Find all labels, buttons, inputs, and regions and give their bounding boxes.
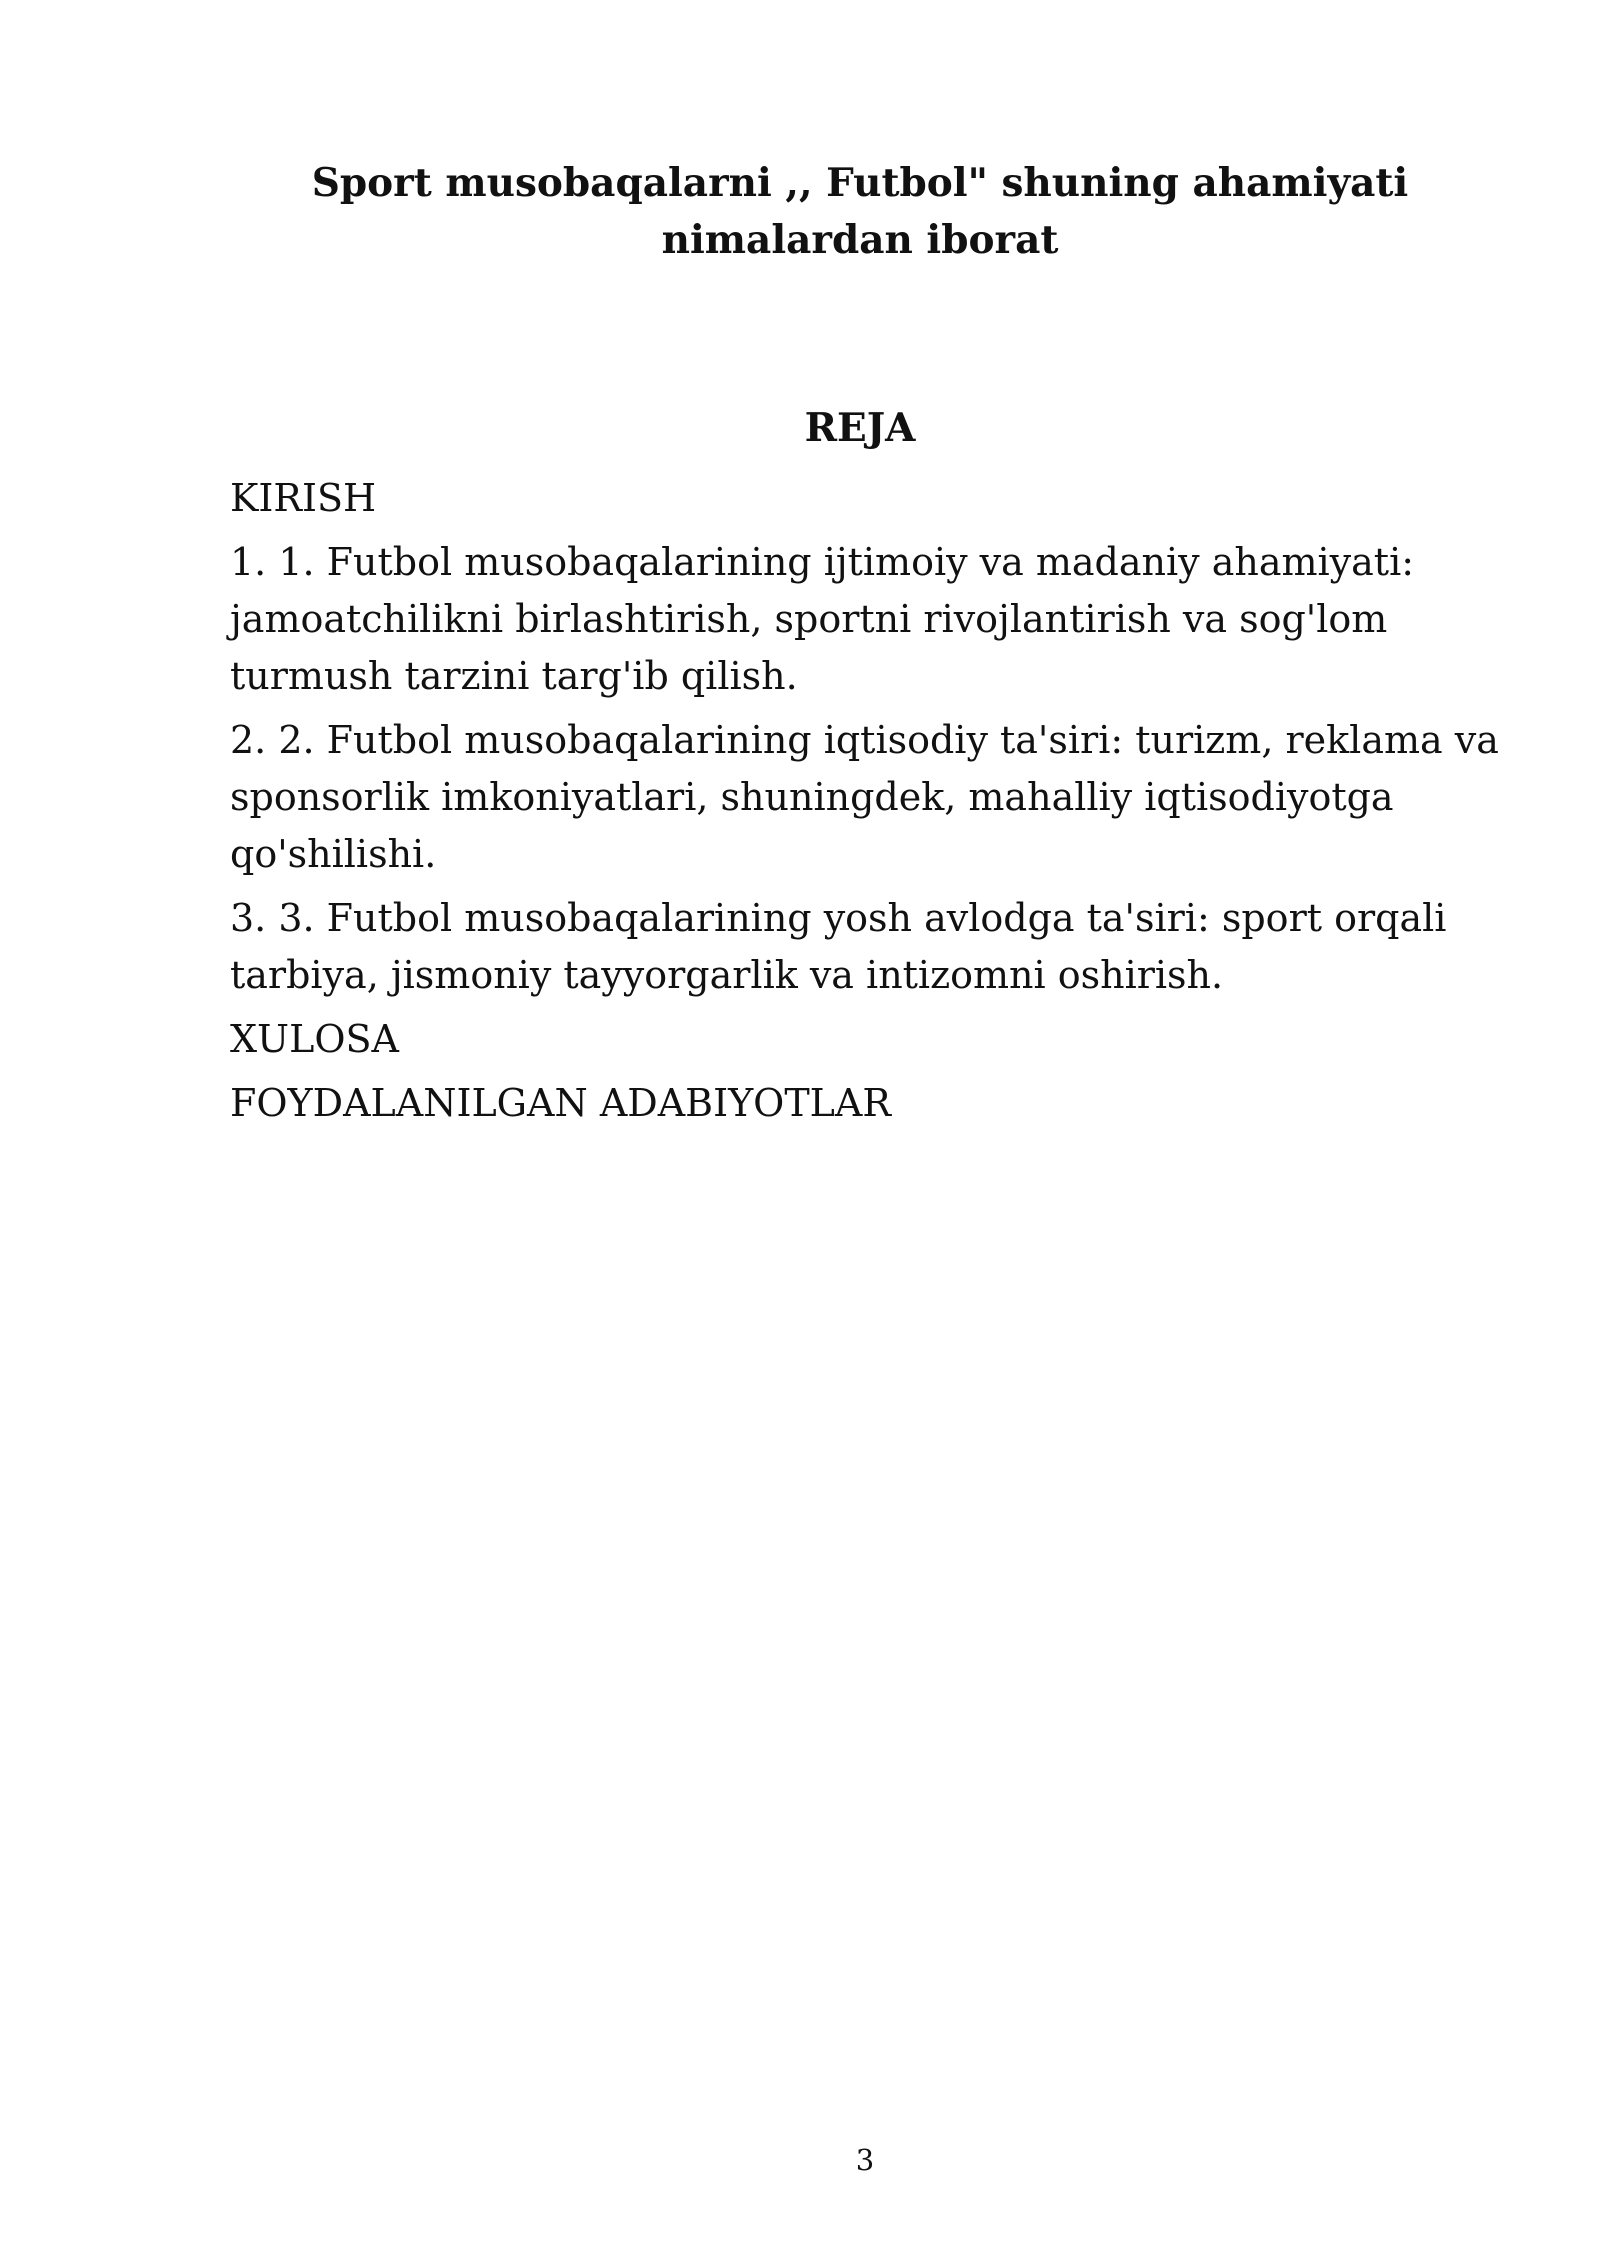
plan-item-conclusion: XULOSA: [230, 1017, 399, 1061]
document-title-line-1: Sport musobaqalarni ,, Futbol" shuning ahamiyati: [311, 160, 1409, 206]
plan-item-3: 3. 3. Futbol musobaqalarining yosh avlodga ta'siri: sport orqali tarbiya, jismoniy tayyorgarlik va intizomni oshirish.: [230, 896, 1447, 997]
plan-heading: REJA: [804, 405, 916, 451]
page-number: 3: [855, 2143, 875, 2177]
plan-item-2: 2. 2. Futbol musobaqalarining iqtisodiy ta'siri: turizm, reklama va sponsorlik imkoniyatlari, shuningdek, mahalliy iqtisodiyotga qo'shilishi.: [230, 718, 1499, 876]
document-title-line-2: nimalardan iborat: [661, 217, 1059, 263]
plan-item-introduction: KIRISH: [230, 476, 377, 520]
plan-item-1: 1. 1. Futbol musobaqalarining ijtimoiy va madaniy ahamiyati: jamoatchilikni birlashtirish, sportni rivojlantirish va sog'lom turmush tarzini targ'ib qilish.: [230, 540, 1415, 698]
plan-item-references: FOYDALANILGAN ADABIYOTLAR: [230, 1081, 891, 1125]
plan-list: [230, 470, 1530, 1139]
document-title: [230, 155, 1490, 269]
